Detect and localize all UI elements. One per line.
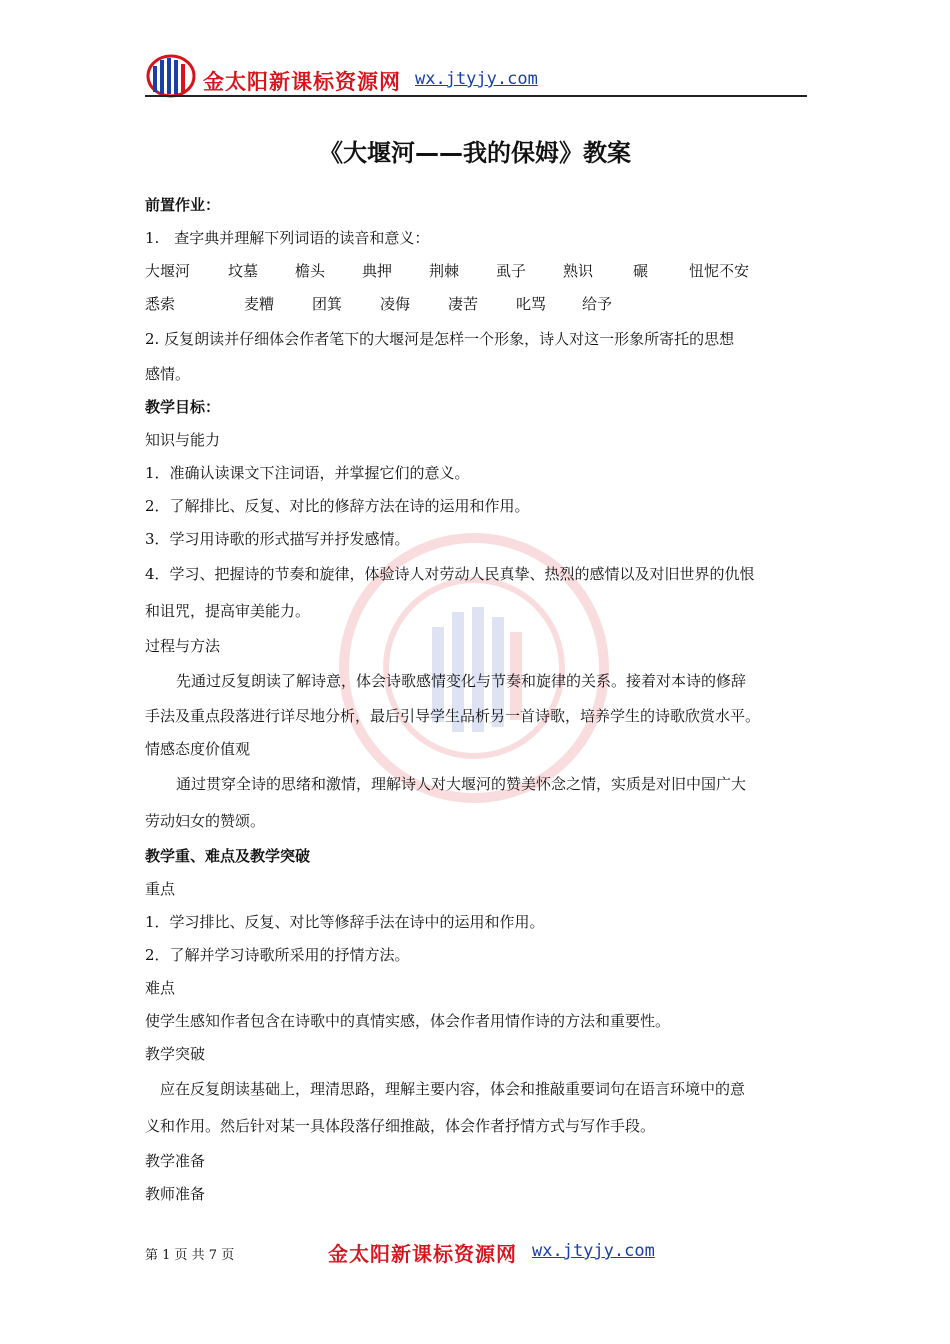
vocab-row-1 xyxy=(145,255,813,288)
section-heading-prework: 前置作业： xyxy=(145,196,221,214)
breakthrough-paragraph-cont: 义和作用。然后针对某一具体段落仔细推敲，体会作者抒情方式与写作手段。 xyxy=(145,1117,656,1135)
vocab-word: 典押 xyxy=(362,262,393,280)
jty-logo-icon xyxy=(145,54,197,98)
goal-item-4: 4．学习、把握诗的节奏和旋律，体验诗人对劳动人民真挚、热烈的感情以及对旧世界的仇恨 xyxy=(145,565,755,583)
goal-item-2: 2．了解排比、反复、对比的修辞方法在诗的运用和作用。 xyxy=(145,497,530,515)
footer-brand: 金太阳新课标资源网 xyxy=(328,1242,517,1266)
subheading-focus: 重点 xyxy=(145,880,176,898)
header-divider xyxy=(145,95,807,97)
vocab-row-2 xyxy=(145,288,813,321)
subheading-knowledge: 知识与能力 xyxy=(145,431,221,449)
vocab-word: 叱骂 xyxy=(516,295,547,313)
page-number: 第 1 页 共 7 页 xyxy=(145,1248,235,1263)
prework-item-2-cont: 感情。 xyxy=(145,365,191,383)
page-footer xyxy=(145,1234,807,1264)
vocab-word: 给予 xyxy=(582,295,613,313)
prework-item-1: 1. 查字典并理解下列词语的读音和意义： xyxy=(145,229,430,247)
header-brand: 金太阳新课标资源网 xyxy=(203,69,401,94)
vocab-word: 凌侮 xyxy=(380,295,411,313)
document-title: 《大堰河——我的保姆》教案 xyxy=(319,139,631,167)
header-url-link[interactable]: wx.jtyjy.com xyxy=(415,69,538,89)
page-header xyxy=(145,54,807,98)
attitude-paragraph: 通过贯穿全诗的思绪和激情，理解诗人对大堰河的赞美怀念之情，实质是对旧中国广大 xyxy=(176,775,747,793)
vocab-word: 熟识 xyxy=(563,262,594,280)
prework-item-2: 2. 反复朗读并仔细体会作者笔下的大堰河是怎样一个形象，诗人对这一形象所寄托的思想 xyxy=(145,330,735,348)
breakthrough-paragraph: 应在反复朗读基础上，理清思路，理解主要内容，体会和推敲重要词句在语言环境中的意 xyxy=(160,1080,746,1098)
subheading-attitude: 情感态度价值观 xyxy=(145,740,251,758)
section-heading-goals: 教学目标： xyxy=(145,398,221,416)
attitude-paragraph-cont: 劳动妇女的赞颂。 xyxy=(145,812,266,830)
vocab-word: 碾 xyxy=(633,262,649,280)
difficulty-item: 使学生感知作者包含在诗歌中的真情实感，体会作者用情作诗的方法和重要性。 xyxy=(145,1012,671,1030)
subheading-preparation: 教学准备 xyxy=(145,1152,206,1170)
process-paragraph-cont: 手法及重点段落进行详尽地分析，最后引导学生品析另一首诗歌，培养学生的诗歌欣赏水平。 xyxy=(145,707,761,725)
vocab-word: 虱子 xyxy=(496,262,527,280)
vocab-word: 荆棘 xyxy=(429,262,460,280)
section-heading-keypoints: 教学重、难点及教学突破 xyxy=(145,847,311,865)
subheading-breakthrough: 教学突破 xyxy=(145,1045,206,1063)
focus-item-2: 2．了解并学习诗歌所采用的抒情方法。 xyxy=(145,946,410,964)
vocab-word: 麦糟 xyxy=(244,295,275,313)
vocab-word: 凄苦 xyxy=(448,295,479,313)
goal-item-4-cont: 和诅咒，提高审美能力。 xyxy=(145,602,311,620)
vocab-word: 团箕 xyxy=(312,295,343,313)
vocab-word: 忸怩不安 xyxy=(689,262,750,280)
vocab-word: 坟墓 xyxy=(228,262,259,280)
footer-url-link[interactable]: wx.jtyjy.com xyxy=(532,1241,655,1261)
vocab-word: 檐头 xyxy=(295,262,326,280)
subheading-process: 过程与方法 xyxy=(145,637,221,655)
subheading-teacher-prep: 教师准备 xyxy=(145,1185,206,1203)
process-paragraph: 先通过反复朗读了解诗意，体会诗歌感情变化与节奏和旋律的关系。接着对本诗的修辞 xyxy=(176,672,747,690)
vocab-word: 大堰河 xyxy=(145,262,191,280)
goal-item-3: 3．学习用诗歌的形式描写并抒发感情。 xyxy=(145,530,410,548)
vocab-word: 悉索 xyxy=(145,295,176,313)
subheading-difficulty: 难点 xyxy=(145,979,176,997)
focus-item-1: 1．学习排比、反复、对比等修辞手法在诗中的运用和作用。 xyxy=(145,913,545,931)
goal-item-1: 1．准确认读课文下注词语，并掌握它们的意义。 xyxy=(145,464,470,482)
document-body xyxy=(145,189,813,1211)
